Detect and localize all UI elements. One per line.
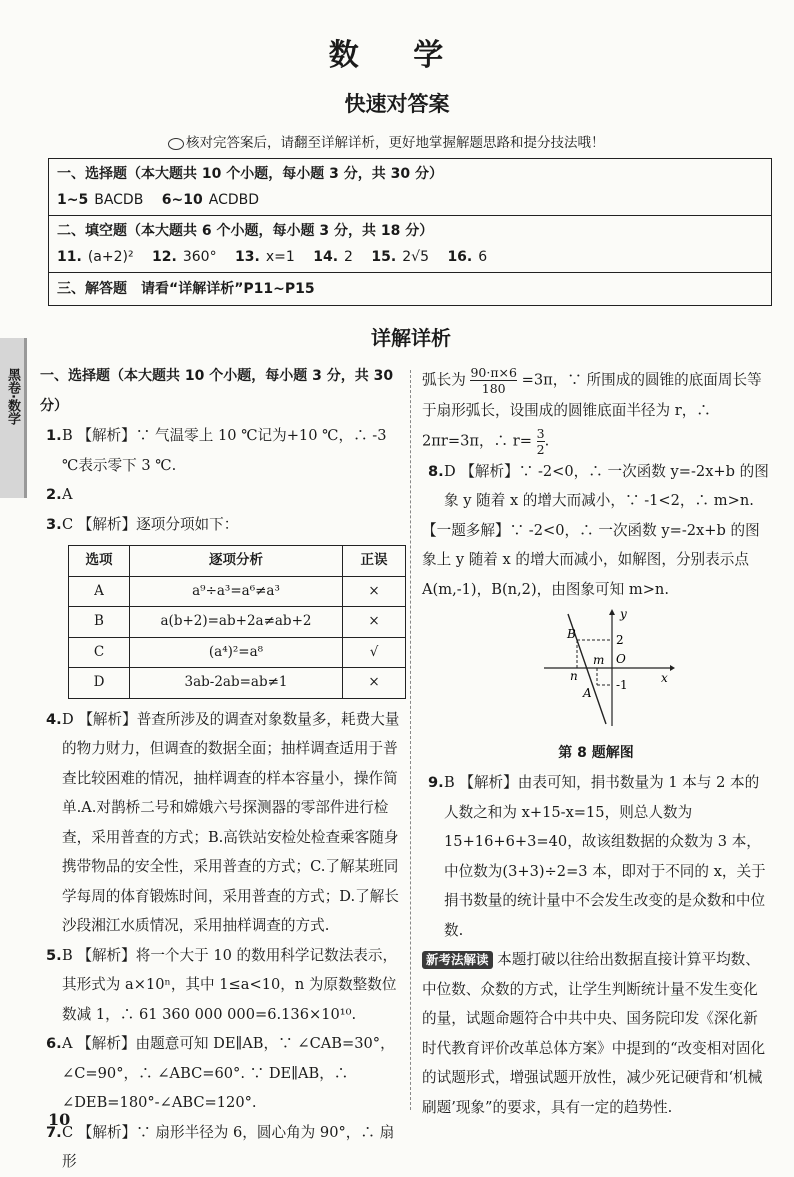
question-6: 6. A 【解析】由题意可知 DE∥AB，∵ ∠CAB=30°，∠C=90°，∴ ∠ABC=60°. ∵ DE∥AB，∴ ∠DEB=180°-∠ABC=120°.: [46, 1035, 395, 1111]
question-5: 5. B 【解析】将一个大于 10 的数用科学记数法表示，其形式为 a×10ⁿ，其中 1≤a<10，n 为原数整数位数减 1，∴ 61 360 000 000=6.136×10¹⁰.: [46, 946, 398, 1023]
choice-head: 一、选择题（本大题共 10 个小题，每小题 3 分，共 30 分）: [57, 166, 443, 182]
table-row: B a(b+2)=ab+2a≠ab+2 ×: [69, 607, 406, 638]
choice-answers: 一、选择题（本大题共 10 个小题，每小题 3 分，共 30 分） 1~5 BACDB 6~10 ACDBD: [49, 159, 771, 216]
label-b: B: [567, 627, 576, 641]
answer-box: [48, 158, 772, 306]
question-8: 8. D 【解析】∵ -2<0，∴ 一次函数 y=-2x+b 的图象 y 随着 x 的增大而减小，∵ -1<2，∴ m>n.: [428, 462, 769, 509]
question-4: 4. D 【解析】普查所涉及的调查对象数量多，耗费大量的物力财力，但调查的数据全面；抽样调查适用于普查比较困难的情况，抽样调查的样本容量小，操作简单.A.对鹊桥二号和嫦娥六号探测器的零部件进行检查，采用普查的方式；B.高铁站安检处检查乘客随身携带物品的安全性，采用普查的方式；C.了解某班同学每周的体育锻炼时间，采用普查的方式；D.了解长沙段湘江水质情况，采用抽样调查的方式.: [46, 710, 400, 934]
figure-caption: 第 8 题解图: [558, 744, 634, 761]
r-fraction: $\frac{3}{2}$: [536, 425, 545, 457]
table-row: C (a⁴)²=a⁸ √: [69, 637, 406, 668]
table-row: D 3ab-2ab=ab≠1 ×: [69, 668, 406, 699]
x-arrow: [670, 665, 675, 671]
choice-section-head: 一、选择题（本大题共 10 个小题，每小题 3 分，共 30 分）: [40, 368, 394, 414]
label-a: A: [583, 686, 592, 700]
table-header-row: 选项 逐项分析 正误: [69, 546, 406, 577]
label-y: y: [620, 608, 627, 621]
table-row: A a⁹÷a³=a⁶≠a³ ×: [69, 576, 406, 607]
label-two: 2: [616, 633, 624, 647]
page-subtitle: 快速对答案: [344, 92, 450, 116]
page-number: 10: [48, 1110, 71, 1129]
label-neg1: -1: [616, 678, 628, 692]
option-table: [68, 545, 406, 699]
left-column: [40, 362, 406, 1177]
question-7-continued: 弧长为 $\frac{90\cdot\pi\times 6}{180}$ =3π，∵ 所围成的圆锥的底面周长等于扇形弧长，设围成的圆锥底面半径为 r，∴ 2πr=3π，∴ r= $\frac{3}{2}$ .: [422, 365, 762, 457]
section-title: 详解详析: [371, 326, 451, 350]
new-method-badge: 新考法解读: [422, 951, 493, 969]
arc-fraction: $\frac{90\cdot\pi\times 6}{180}$: [470, 365, 517, 396]
right-column: [422, 365, 770, 1122]
question-9: 9. B 【解析】由表可知，捐书数量为 1 本与 2 本的人数之和为 x+15-x=15，则总人数为 15+16+6+3=40，故该组数据的众数为 3 本，中位数为(3+3)÷2=3 本，即对于不同的 x，关于捐书数量的统计量中不会发生改变的是众数和中位数.: [428, 774, 766, 939]
fill-head: 二、填空题（本大题共 6 个小题，每小题 3 分，共 18 分）: [57, 223, 434, 239]
tip-line: 核对完答案后，请翻至详解详析，更好地掌握解题思路和提分技法哦！: [168, 131, 605, 151]
label-o: O: [616, 652, 626, 666]
label-x: x: [661, 671, 668, 685]
q8-solution-figure: [540, 608, 675, 728]
question-1: 1. B 【解析】∵ 气温零上 10 ℃记为+10 ℃，∴ -3 ℃表示零下 3 ℃.: [46, 427, 387, 474]
page-title: 数 学: [328, 38, 466, 73]
question-7: 7. C 【解析】∵ 扇形半径为 6，圆心角为 90°，∴ 扇形: [46, 1123, 395, 1170]
question-8-alt: 【一题多解】∵ -2<0，∴ 一次函数 y=-2x+b 的图象上 y 随着 x 的增大而减小，如解图，分别表示点 A(m,-1)，B(n,2)，由图象可知 m>n.: [422, 521, 760, 598]
exam-note: 新考法解读 本题打破以往给出数据直接计算平均数、中位数、众数的方式，让学生判断统计量不发生变化的量，试题命题符合中共中央、国务院印发《深化新时代教育评价改革总体方案》中提到的“改变相对固化的试题形式，增强试题开放性，减少死记硬背和‘机械刷题’现象”的要求，具有一定的趋势性.: [422, 951, 766, 1116]
solve-answers: 三、解答题 请看“详解详析”P11~P15: [57, 281, 315, 297]
label-n: n: [570, 669, 578, 683]
label-m: m: [593, 653, 605, 667]
hint-icon: [168, 138, 184, 150]
fill-answers: 二、填空题（本大题共 6 个小题，每小题 3 分，共 18 分） 11. (a+2)² 12. 360° 13. x=1 14. 2 15. 2√5 16. 6: [49, 216, 771, 273]
question-3: 3. C 【解析】逐项分项如下：: [46, 515, 239, 533]
column-divider: [410, 370, 411, 1110]
question-2: 2. A: [46, 486, 73, 503]
y-arrow: [609, 609, 615, 615]
side-tab: 黑卷·数学: [0, 338, 27, 498]
